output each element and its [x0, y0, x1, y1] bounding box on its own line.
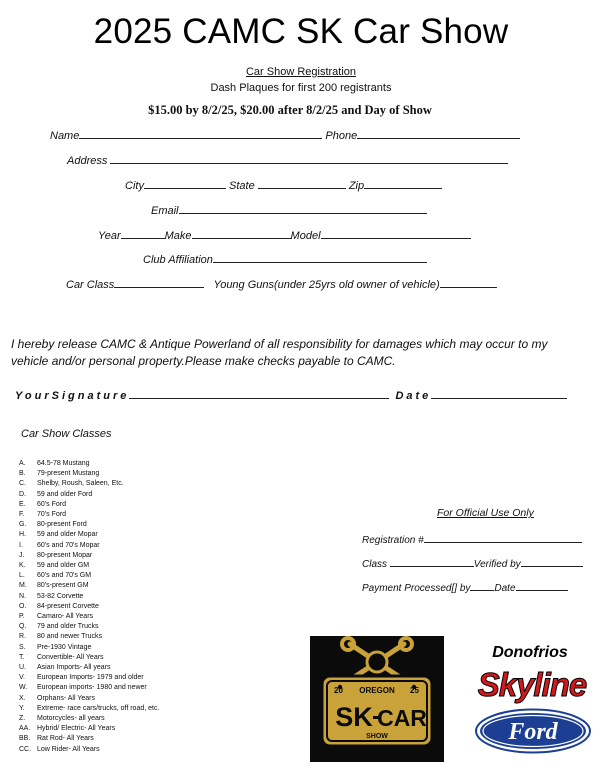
- class-item: [19, 694, 159, 704]
- payment-field[interactable]: [470, 579, 494, 591]
- class-item: [19, 673, 159, 683]
- class-code: B.: [19, 470, 26, 478]
- badge-state: OREGON: [359, 686, 395, 695]
- class-label: Camaro- All Years: [37, 613, 94, 621]
- state-label: State: [229, 180, 255, 192]
- class-label: Hybrid/ Electric- All Years: [37, 725, 116, 733]
- class-item: [19, 581, 159, 591]
- class-label: Low Rider- All Years: [37, 745, 100, 753]
- class-item: [19, 724, 159, 734]
- class-label: 80-present Mopar: [37, 551, 93, 559]
- class-item: [19, 530, 159, 540]
- class-list: [19, 459, 159, 755]
- class-label: 84-present Corvette: [37, 602, 99, 610]
- class-code: X.: [19, 694, 26, 702]
- class-item: [19, 490, 159, 500]
- signature-label: YourSignature: [15, 390, 130, 402]
- official-class-label: Class: [362, 559, 388, 570]
- class-label: 60's Ford: [37, 500, 66, 508]
- class-item: [19, 571, 159, 581]
- year-field[interactable]: [121, 227, 165, 239]
- class-item: [19, 734, 159, 744]
- class-item: [19, 551, 159, 561]
- class-item: [19, 643, 159, 653]
- registration-field[interactable]: [424, 531, 582, 543]
- vehicle-row: [98, 227, 471, 242]
- class-code: T.: [19, 653, 25, 661]
- sk-car-show-logo: [310, 636, 444, 762]
- ford-logo: [474, 708, 592, 754]
- official-date-field[interactable]: [516, 579, 568, 591]
- model-label: Model: [290, 230, 321, 242]
- ford-logo-text: Ford: [508, 719, 558, 745]
- class-code: N.: [19, 592, 26, 600]
- verified-label: Verified by: [473, 559, 521, 570]
- state-field[interactable]: [258, 177, 346, 189]
- class-label: 80's-present GM: [37, 582, 89, 590]
- class-label: 80-present Ford: [37, 521, 87, 529]
- page-title: 2025 CAMC SK Car Show: [93, 12, 509, 51]
- club-row: [143, 251, 427, 266]
- model-field[interactable]: [321, 227, 471, 239]
- class-label: 60's and 70's Mopar: [37, 541, 100, 549]
- city-row: [125, 177, 442, 192]
- club-field[interactable]: [213, 251, 427, 263]
- class-label: Motorcycles- all years: [37, 715, 105, 723]
- signature-row: [15, 387, 567, 402]
- class-code: CC.: [19, 745, 32, 753]
- class-item: [19, 469, 159, 479]
- class-code: P.: [19, 613, 25, 621]
- class-code: J.: [19, 551, 25, 559]
- dealer-name-logo: Donofrios: [492, 644, 568, 661]
- class-item: [19, 561, 159, 571]
- class-label: Extreme- race cars/trucks, off road, etc.: [37, 704, 160, 712]
- class-code: Q.: [19, 623, 27, 631]
- class-code: Y.: [19, 704, 25, 712]
- phone-label: Phone: [325, 130, 358, 142]
- name-row: [50, 127, 520, 142]
- official-registration-row: [362, 531, 582, 546]
- class-code: K.: [19, 562, 26, 570]
- address-label: Address: [67, 155, 108, 167]
- signature-field[interactable]: [129, 387, 389, 399]
- class-code: G.: [19, 521, 27, 529]
- zip-field[interactable]: [364, 177, 442, 189]
- class-item: [19, 541, 159, 551]
- official-class-row: [362, 555, 583, 570]
- class-code: I.: [19, 541, 23, 549]
- city-label: City: [125, 180, 144, 192]
- classes-heading: Car Show Classes: [21, 428, 112, 440]
- address-field[interactable]: [110, 152, 508, 164]
- badge-year-right: 25: [410, 686, 419, 695]
- club-label: Club Affiliation: [143, 254, 213, 266]
- dealer-brand-logo: Skyline: [477, 666, 587, 703]
- class-item: [19, 602, 159, 612]
- class-code: BB.: [19, 735, 31, 743]
- car-class-label: Car Class: [66, 279, 115, 291]
- make-field[interactable]: [192, 227, 291, 239]
- class-label: Rat Rod- All Years: [37, 735, 94, 743]
- class-label: Asian Imports- All years: [37, 664, 111, 672]
- phone-field[interactable]: [357, 127, 520, 139]
- email-row: [151, 202, 427, 217]
- payment-label: Payment Processed[] by: [362, 583, 471, 594]
- class-code: F.: [19, 511, 25, 519]
- class-item: [19, 459, 159, 469]
- registration-label: Registration #: [362, 535, 424, 546]
- class-code: M.: [19, 582, 27, 590]
- class-code: Z.: [19, 715, 26, 723]
- class-code: O.: [19, 602, 27, 610]
- badge-car: CAR: [377, 705, 427, 731]
- class-label: European Imports- 1979 and older: [37, 674, 144, 682]
- class-item: [19, 653, 159, 663]
- class-item: [19, 510, 159, 520]
- class-label: Shelby, Roush, Saleen, Etc.: [37, 480, 124, 488]
- class-code: H.: [19, 531, 26, 539]
- badge-sk: SK: [335, 702, 373, 732]
- official-date-label: Date: [494, 583, 516, 594]
- city-field[interactable]: [144, 177, 226, 189]
- class-item: [19, 612, 159, 622]
- young-guns-field[interactable]: [440, 276, 497, 288]
- name-field[interactable]: [79, 127, 322, 139]
- class-item: [19, 592, 159, 602]
- class-item: [19, 745, 159, 755]
- class-label: Orphans- All Years: [37, 694, 95, 702]
- zip-label: Zip: [348, 180, 365, 192]
- class-code: C.: [19, 480, 26, 488]
- address-row: [67, 152, 508, 167]
- class-code: V.: [19, 674, 25, 682]
- class-label: 80 and newer Trucks: [37, 633, 102, 641]
- official-payment-row: [362, 579, 568, 594]
- price-note: $15.00 by 8/2/25, $20.00 after 8/2/25 and Day of Show: [148, 103, 432, 117]
- verified-field[interactable]: [521, 555, 583, 567]
- official-heading: For Official Use Only: [437, 507, 534, 519]
- registration-title: Car Show Registration: [245, 66, 357, 78]
- class-item: [19, 520, 159, 530]
- class-item: [19, 622, 159, 632]
- year-label: Year: [98, 230, 121, 242]
- class-item: [19, 704, 159, 714]
- class-code: A.: [19, 460, 26, 467]
- class-item: [19, 500, 159, 510]
- name-label: Name: [50, 130, 80, 142]
- release-statement: I hereby release CAMC & Antique Powerland of all responsibility for damages which may occur to my vehicle and/or personal property.Please make checks payable to CAMC.: [11, 337, 548, 368]
- class-code: AA.: [19, 725, 31, 733]
- class-label: 79 and older Trucks: [37, 623, 99, 631]
- class-item: [19, 714, 159, 724]
- class-label: Pre-1930 Vintage: [37, 643, 92, 651]
- class-code: D.: [19, 490, 26, 498]
- official-class-field[interactable]: [390, 555, 474, 567]
- sk-car-show-badge: [310, 636, 444, 762]
- class-label: 64.5-78 Mustang: [37, 460, 90, 467]
- class-item: [19, 479, 159, 489]
- car-class-field[interactable]: [114, 276, 204, 288]
- date-label: Date: [395, 390, 432, 402]
- class-code: E.: [19, 500, 26, 508]
- class-item: [19, 663, 159, 673]
- class-code: L.: [19, 572, 25, 580]
- class-item: [19, 632, 159, 642]
- email-field[interactable]: [179, 202, 427, 214]
- badge-show: SHOW: [366, 733, 388, 740]
- young-guns-label: Young Guns(under 25yrs old owner of vehicle): [213, 279, 440, 291]
- class-item: [19, 683, 159, 693]
- badge-year-left: 20: [334, 686, 343, 695]
- class-row: [66, 276, 497, 291]
- class-code: W.: [19, 684, 28, 692]
- email-label: Email: [151, 205, 179, 217]
- class-label: 53-82 Corvette: [37, 592, 84, 600]
- class-label: 79-present Mustang: [37, 470, 100, 478]
- class-code: U.: [19, 664, 26, 672]
- class-code: R.: [19, 633, 26, 641]
- class-label: 70's Ford: [37, 511, 66, 519]
- class-label: 60's and 70's GM: [37, 572, 92, 580]
- class-label: European imports- 1980 and newer: [37, 684, 147, 692]
- class-code: S.: [19, 643, 26, 651]
- make-label: Make: [164, 230, 192, 242]
- class-label: Convertible- All Years: [37, 653, 104, 661]
- date-field[interactable]: [431, 387, 567, 399]
- class-label: 59 and older Ford: [37, 490, 93, 498]
- class-label: 59 and older Mopar: [37, 531, 98, 539]
- class-label: 59 and older GM: [37, 562, 90, 570]
- plaques-note: Dash Plaques for first 200 registrants: [210, 82, 392, 94]
